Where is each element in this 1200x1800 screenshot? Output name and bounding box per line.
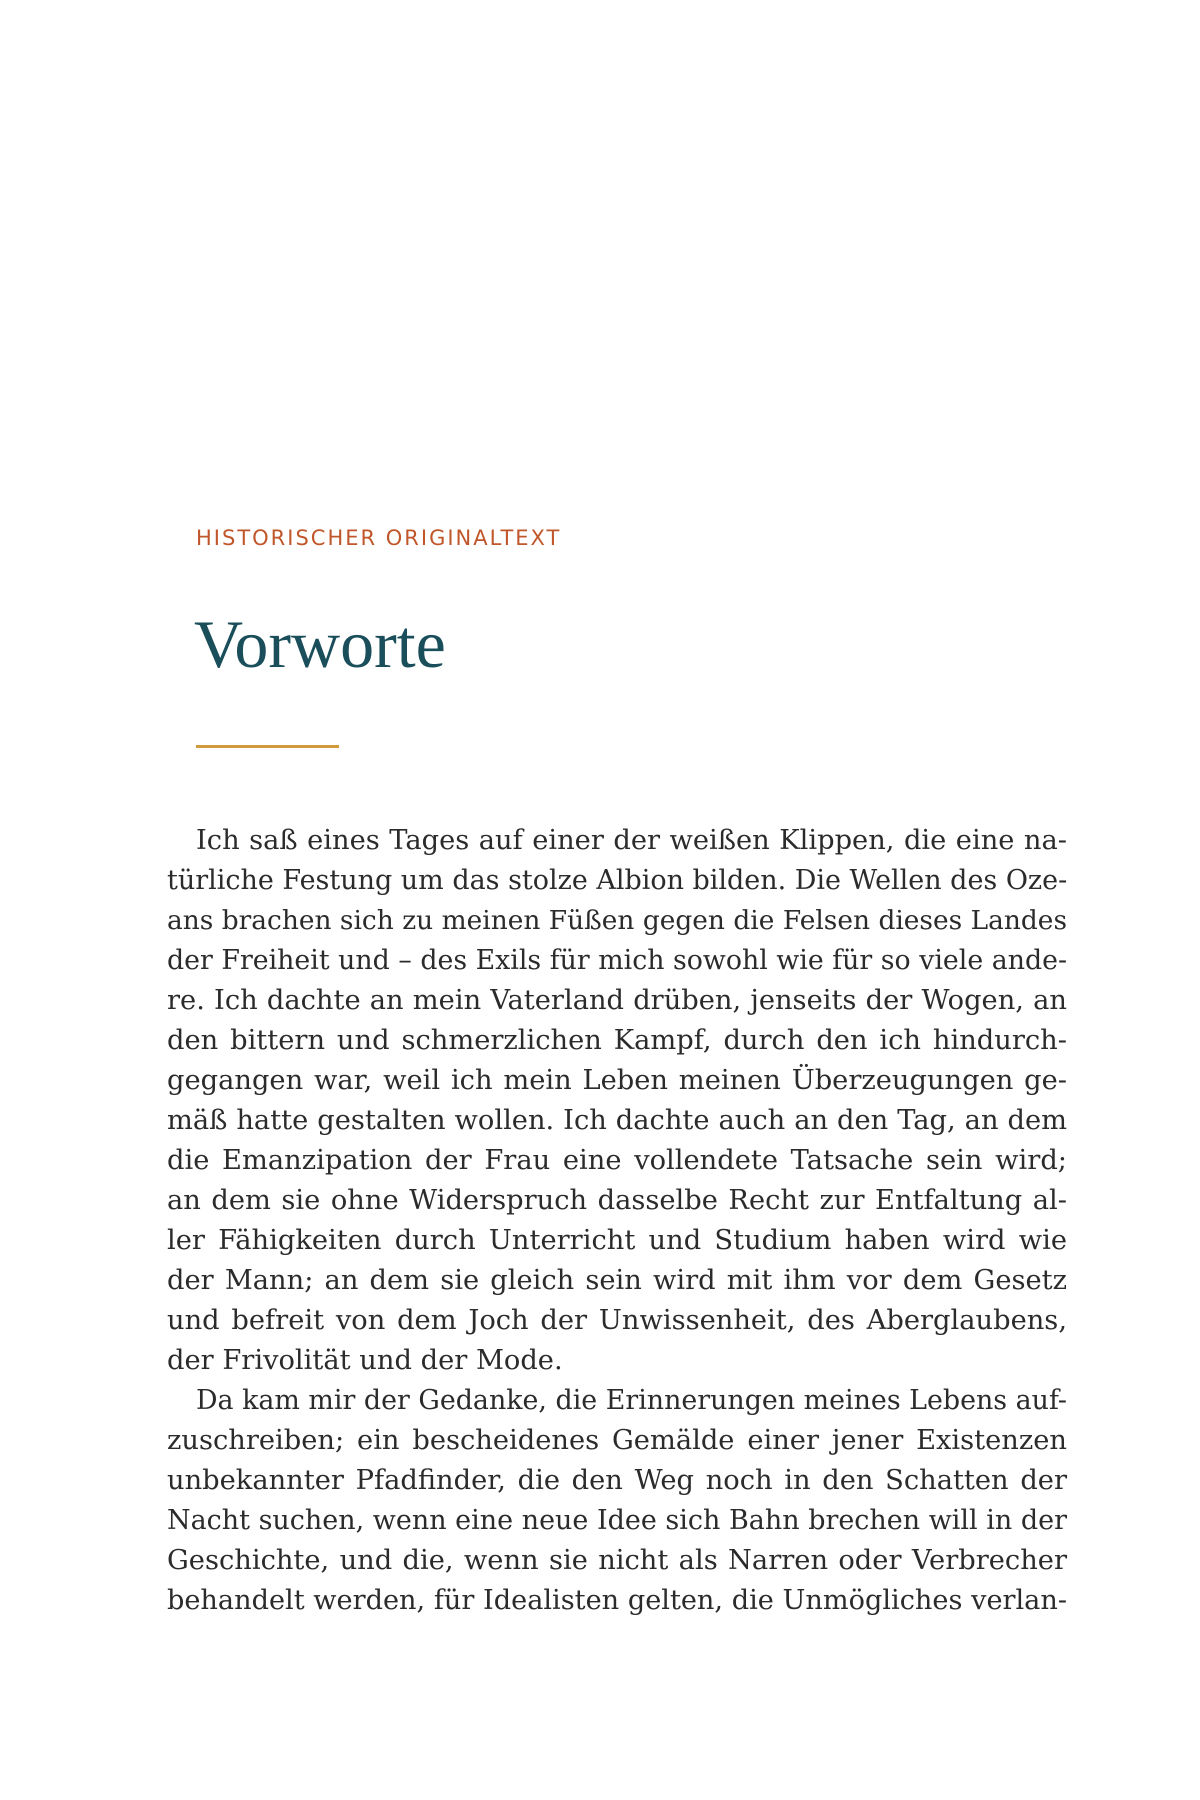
paragraph-2: [167, 1381, 1067, 1621]
chapter-title: Vorworte: [194, 606, 446, 682]
text-line: unbekannter Pfadfinder, die den Weg noch in den Schatten der: [167, 1465, 1067, 1496]
paragraph-1: [167, 821, 1067, 1381]
text-line: Ich saß eines Tages auf einer der weißen Klippen, die eine na-: [196, 825, 1067, 856]
body-text: [167, 821, 1067, 1621]
section-kicker: HISTORISCHER ORIGINALTEXT: [196, 526, 562, 550]
text-line: ler Fähigkeiten durch Unterricht und Studium haben wird wie: [167, 1225, 1067, 1256]
text-line: zuschreiben; ein bescheidenes Gemälde einer jener Existenzen: [167, 1425, 1067, 1456]
text-line: re. Ich dachte an mein Vaterland drüben, jenseits der Wogen, an: [167, 985, 1067, 1016]
text-line: Da kam mir der Gedanke, die Erinnerungen meines Lebens auf-: [196, 1385, 1067, 1416]
text-line: und befreit von dem Joch der Unwissenheit, des Aberglaubens,: [167, 1305, 1067, 1336]
text-line: ans brachen sich zu meinen Füßen gegen die Felsen dieses Landes: [167, 905, 1067, 936]
text-line: den bittern und schmerzlichen Kampf, durch den ich hindurch-: [167, 1025, 1067, 1056]
text-line: behandelt werden, für Idealisten gelten, die Unmögliches verlan-: [167, 1585, 1067, 1616]
text-line: der Frivolität und der Mode.: [167, 1345, 563, 1376]
text-line: der Mann; an dem sie gleich sein wird mit ihm vor dem Gesetz: [167, 1265, 1067, 1296]
title-divider: [196, 745, 339, 748]
text-line: an dem sie ohne Widerspruch dasselbe Recht zur Entfaltung al-: [167, 1185, 1067, 1216]
text-line: die Emanzipation der Frau eine vollendete Tatsache sein wird;: [167, 1145, 1067, 1176]
text-line: Geschichte, und die, wenn sie nicht als Narren oder Verbrecher: [167, 1545, 1067, 1576]
text-line: mäß hatte gestalten wollen. Ich dachte auch an den Tag, an dem: [167, 1105, 1067, 1136]
text-line: Nacht suchen, wenn eine neue Idee sich Bahn brechen will in der: [167, 1505, 1067, 1536]
text-line: gegangen war, weil ich mein Leben meinen Überzeugungen ge-: [167, 1065, 1067, 1096]
text-line: türliche Festung um das stolze Albion bilden. Die Wellen des Oze-: [167, 865, 1068, 896]
text-line: der Freiheit und – des Exils für mich sowohl wie für so viele ande-: [167, 945, 1067, 976]
